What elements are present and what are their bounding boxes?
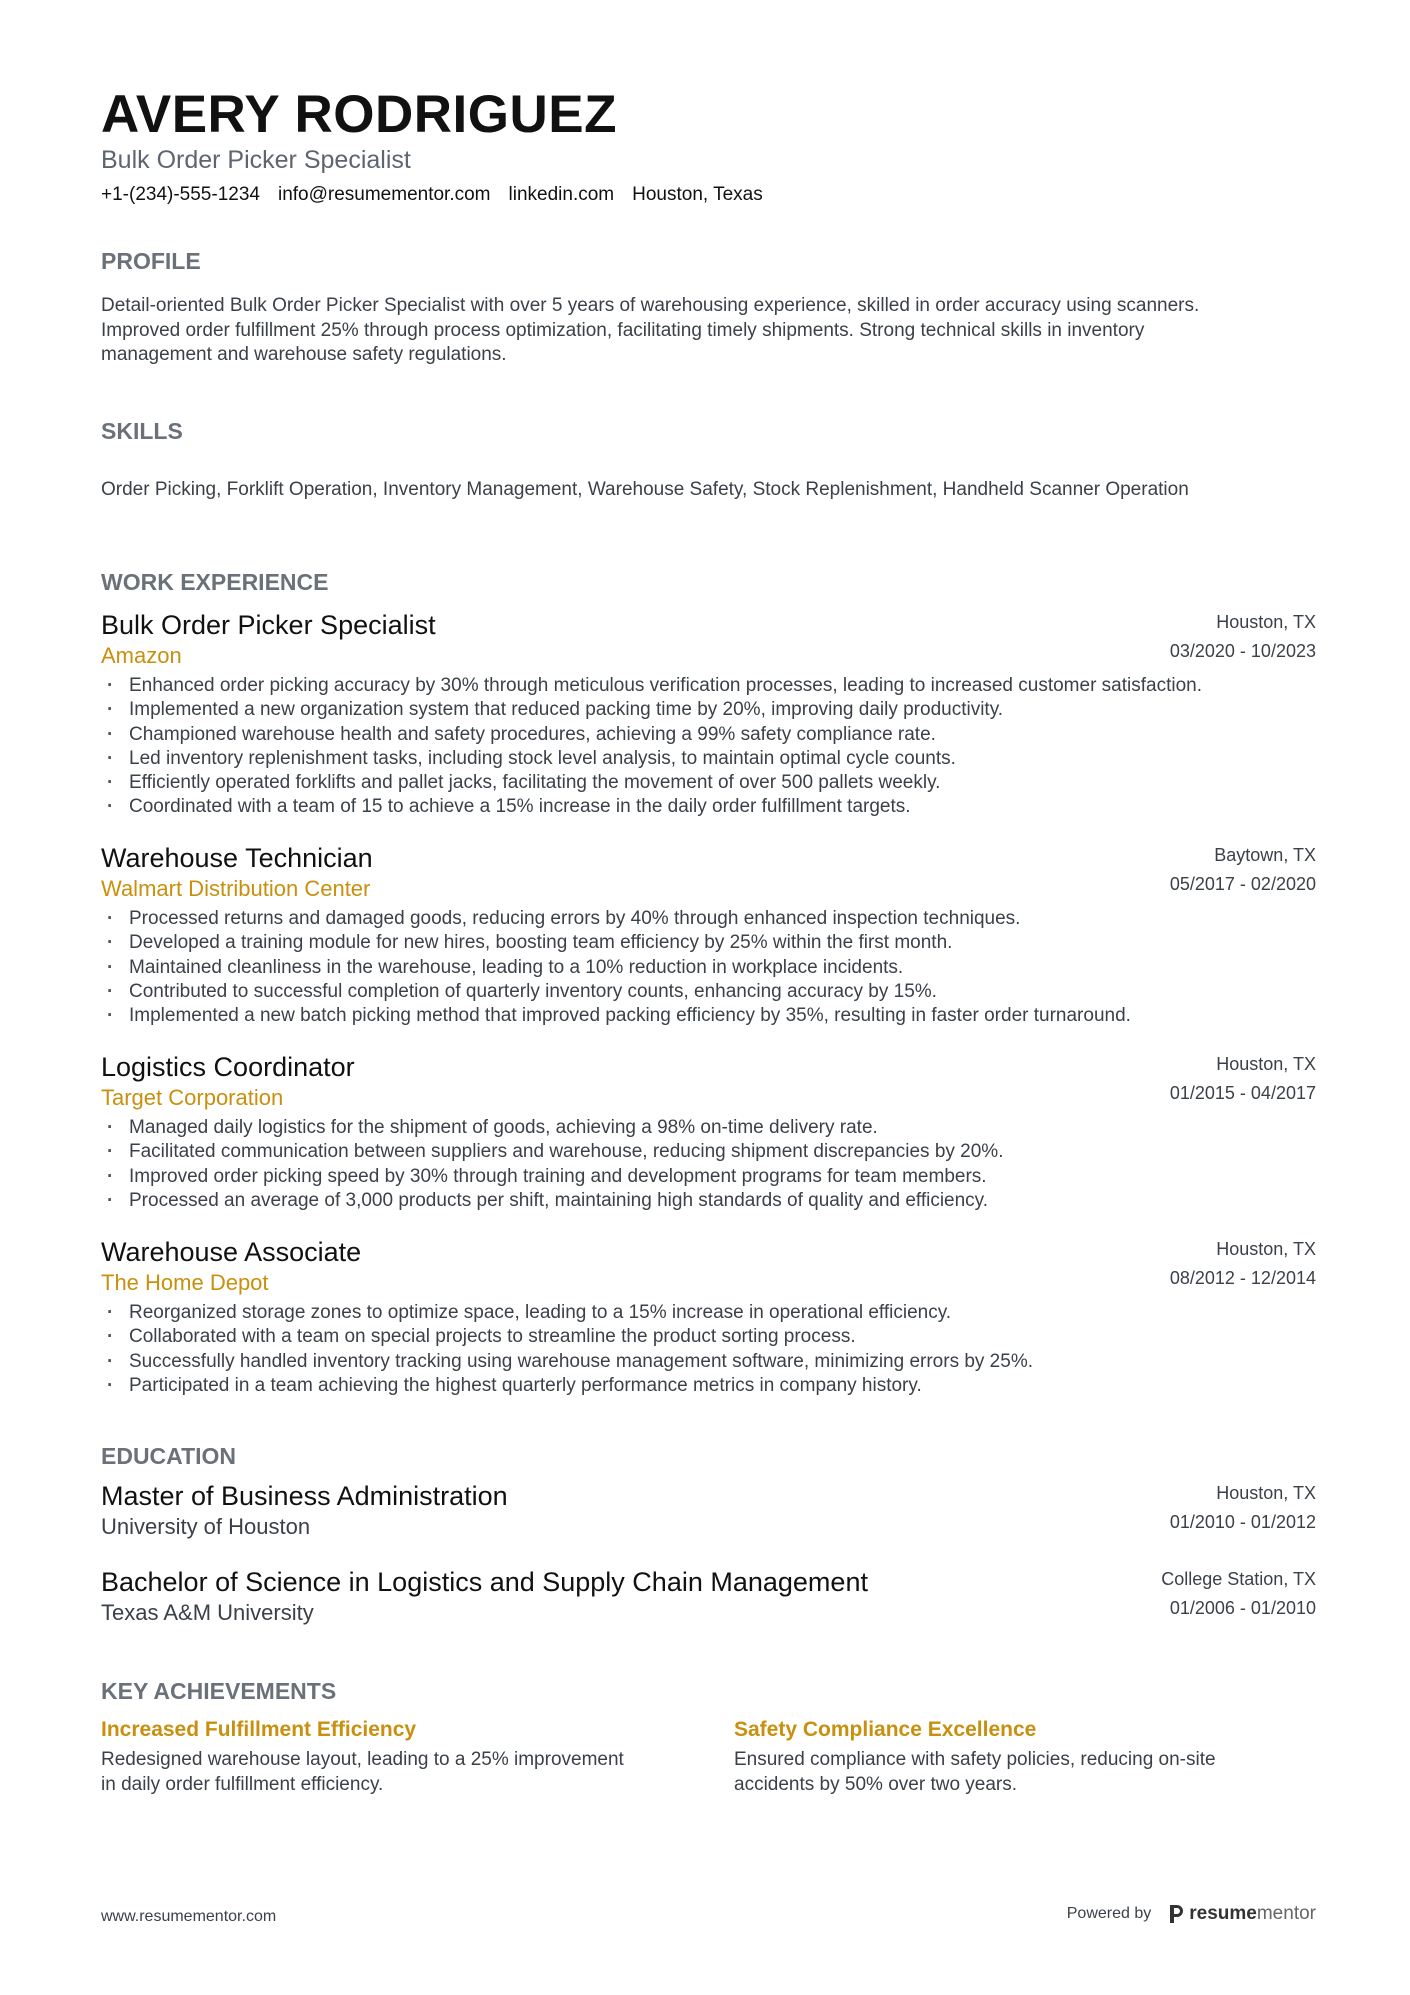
footer-branding bbox=[1067, 1903, 1316, 1925]
achievement-description bbox=[101, 1748, 676, 1797]
job-company: Amazon bbox=[101, 643, 182, 668]
achievement-line: accidents by 50% over two years. bbox=[734, 1773, 1018, 1795]
job-bullet: · Maintained cleanliness in the warehouse, leading to a 10% reduction in workplace incidents. bbox=[101, 956, 1316, 980]
education-entry bbox=[101, 1565, 1316, 1627]
job-bullet: · Participated in a team achieving the highest quarterly performance metrics in company history. bbox=[101, 1374, 1316, 1398]
profile-line: Improved order fulfillment 25% through process optimization, facilitating timely shipments. Strong technical skills in inventory bbox=[101, 319, 1145, 341]
job-meta bbox=[1170, 608, 1316, 666]
job-location: Baytown, TX bbox=[1214, 845, 1316, 865]
achievements-heading: KEY ACHIEVEMENTS bbox=[101, 1678, 337, 1704]
brand-light: mentor bbox=[1256, 1903, 1316, 1924]
degree: Master of Business Administration bbox=[101, 1481, 508, 1511]
candidate-name: AVERY RODRIGUEZ bbox=[101, 85, 617, 144]
achievement-line: Redesigned warehouse layout, leading to a 25% improvement bbox=[101, 1749, 624, 1770]
contact-email[interactable]: info@resumementor.com bbox=[277, 184, 491, 205]
job-bullet: · Implemented a new organization system that reduced packing time by 20%, improving daily productivity. bbox=[101, 698, 1316, 722]
job-bullets bbox=[101, 907, 1316, 1028]
job-bullet: · Successfully handled inventory tracking using warehouse management software, minimizing errors by 25%. bbox=[101, 1350, 1316, 1374]
job-entry bbox=[101, 1050, 1316, 1213]
job-bullet: · Reorganized storage zones to optimize space, leading to a 15% increase in operational efficiency. bbox=[101, 1301, 1316, 1325]
profile-line: management and warehouse safety regulations. bbox=[101, 344, 507, 365]
skills-list: Order Picking, Forklift Operation, Inventory Management, Warehouse Safety, Stock Replenishment, Handheld Scanner Operation bbox=[101, 479, 1189, 500]
education-meta bbox=[1161, 1565, 1316, 1623]
education-entry bbox=[101, 1479, 1316, 1541]
job-meta bbox=[1170, 841, 1316, 899]
job-location: Houston, TX bbox=[1216, 1054, 1316, 1074]
experience-heading: WORK EXPERIENCE bbox=[101, 569, 329, 595]
job-bullet: · Improved order picking speed by 30% through training and development programs for team members. bbox=[101, 1165, 1316, 1189]
school: University of Houston bbox=[101, 1514, 311, 1539]
job-bullet: · Efficiently operated forklifts and pallet jacks, facilitating the movement of over 500 pallets weekly. bbox=[101, 771, 1316, 795]
education-location: College Station, TX bbox=[1161, 1569, 1316, 1589]
job-company: The Home Depot bbox=[101, 1270, 269, 1295]
job-bullets bbox=[101, 1116, 1316, 1213]
achievement-title: Safety Compliance Excellence bbox=[734, 1718, 1037, 1741]
job-bullet: · Developed a training module for new hires, boosting team efficiency by 25% within the first month. bbox=[101, 931, 1316, 955]
job-bullet: · Managed daily logistics for the shipment of goods, achieving a 98% on-time delivery rate. bbox=[101, 1116, 1316, 1140]
profile-line: Detail-oriented Bulk Order Picker Specialist with over 5 years of warehousing experience, skilled in order accuracy using scanners. bbox=[101, 295, 1200, 316]
job-bullet: · Processed an average of 3,000 products per shift, maintaining high standards of quality and efficiency. bbox=[101, 1189, 1316, 1213]
profile-heading: PROFILE bbox=[101, 248, 201, 274]
job-meta bbox=[1170, 1050, 1316, 1108]
job-bullet: · Championed warehouse health and safety procedures, achieving a 99% safety compliance rate. bbox=[101, 723, 1316, 747]
job-bullet: · Implemented a new batch picking method that improved packing efficiency by 35%, resulting in faster order turnaround. bbox=[101, 1004, 1316, 1028]
job-bullets bbox=[101, 1301, 1316, 1398]
achievement-line: Ensured compliance with safety policies, reducing on-site bbox=[734, 1749, 1216, 1770]
footer-website[interactable]: www.resumementor.com bbox=[101, 1908, 277, 1925]
job-dates: 08/2012 - 12/2014 bbox=[1169, 1268, 1316, 1288]
job-bullet: · Led inventory replenishment tasks, including stock level analysis, to maintain optimal cycle counts. bbox=[101, 747, 1316, 771]
achievement-item bbox=[101, 1716, 676, 1797]
education-heading: EDUCATION bbox=[101, 1443, 237, 1469]
school: Texas A&M University bbox=[101, 1600, 314, 1625]
job-bullet: · Coordinated with a team of 15 to achieve a 15% increase in the daily order fulfillment targets. bbox=[101, 795, 1316, 819]
education-dates: 01/2006 - 01/2010 bbox=[1169, 1598, 1316, 1618]
profile-summary bbox=[101, 294, 1316, 368]
job-title: Warehouse Associate bbox=[101, 1237, 362, 1267]
job-location: Houston, TX bbox=[1216, 612, 1316, 632]
job-title: Bulk Order Picker Specialist bbox=[101, 610, 436, 640]
job-bullets bbox=[101, 674, 1316, 820]
job-company: Target Corporation bbox=[101, 1085, 284, 1110]
job-location: Houston, TX bbox=[1216, 1239, 1316, 1259]
education-location: Houston, TX bbox=[1216, 1483, 1316, 1503]
resumementor-logo[interactable] bbox=[1167, 1903, 1316, 1925]
job-bullet: · Processed returns and damaged goods, reducing errors by 40% through enhanced inspection techniques. bbox=[101, 907, 1316, 931]
job-entry bbox=[101, 1235, 1316, 1398]
job-bullet: · Collaborated with a team on special projects to streamline the product sorting process. bbox=[101, 1325, 1316, 1349]
achievement-line: in daily order fulfillment efficiency. bbox=[101, 1773, 384, 1795]
job-bullet: · Contributed to successful completion of quarterly inventory counts, enhancing accuracy by 15%. bbox=[101, 980, 1316, 1004]
degree: Bachelor of Science in Logistics and Supply Chain Management bbox=[101, 1567, 868, 1597]
education-meta bbox=[1170, 1479, 1316, 1537]
contact-phone[interactable]: +1-(234)-555-1234 bbox=[101, 184, 260, 205]
contact-location: Houston, Texas bbox=[632, 184, 763, 205]
job-entry bbox=[101, 841, 1316, 1028]
job-bullet: · Enhanced order picking accuracy by 30% through meticulous verification processes, leading to increased customer satisfaction. bbox=[101, 674, 1316, 698]
contact-bar bbox=[101, 182, 763, 208]
education-dates: 01/2010 - 01/2012 bbox=[1169, 1512, 1316, 1532]
resumementor-logo-icon bbox=[1167, 1903, 1185, 1925]
job-entry bbox=[101, 608, 1316, 820]
job-dates: 03/2020 - 10/2023 bbox=[1169, 641, 1316, 661]
candidate-title: Bulk Order Picker Specialist bbox=[101, 146, 411, 174]
job-bullet: · Facilitated communication between suppliers and warehouse, reducing shipment discrepancies by 20%. bbox=[101, 1140, 1316, 1164]
job-company: Walmart Distribution Center bbox=[101, 876, 371, 901]
job-dates: 01/2015 - 04/2017 bbox=[1169, 1083, 1316, 1103]
skills-heading: SKILLS bbox=[101, 418, 183, 444]
job-meta bbox=[1170, 1235, 1316, 1293]
brand-bold: resume bbox=[1189, 1903, 1257, 1924]
achievement-description bbox=[734, 1748, 1309, 1797]
job-title: Warehouse Technician bbox=[101, 843, 373, 873]
job-title: Logistics Coordinator bbox=[101, 1052, 355, 1082]
powered-by-label: Powered by bbox=[1066, 1905, 1152, 1922]
achievement-title: Increased Fulfillment Efficiency bbox=[101, 1718, 417, 1741]
achievement-item bbox=[734, 1716, 1309, 1797]
job-dates: 05/2017 - 02/2020 bbox=[1169, 874, 1316, 894]
contact-linkedin[interactable]: linkedin.com bbox=[508, 184, 615, 205]
